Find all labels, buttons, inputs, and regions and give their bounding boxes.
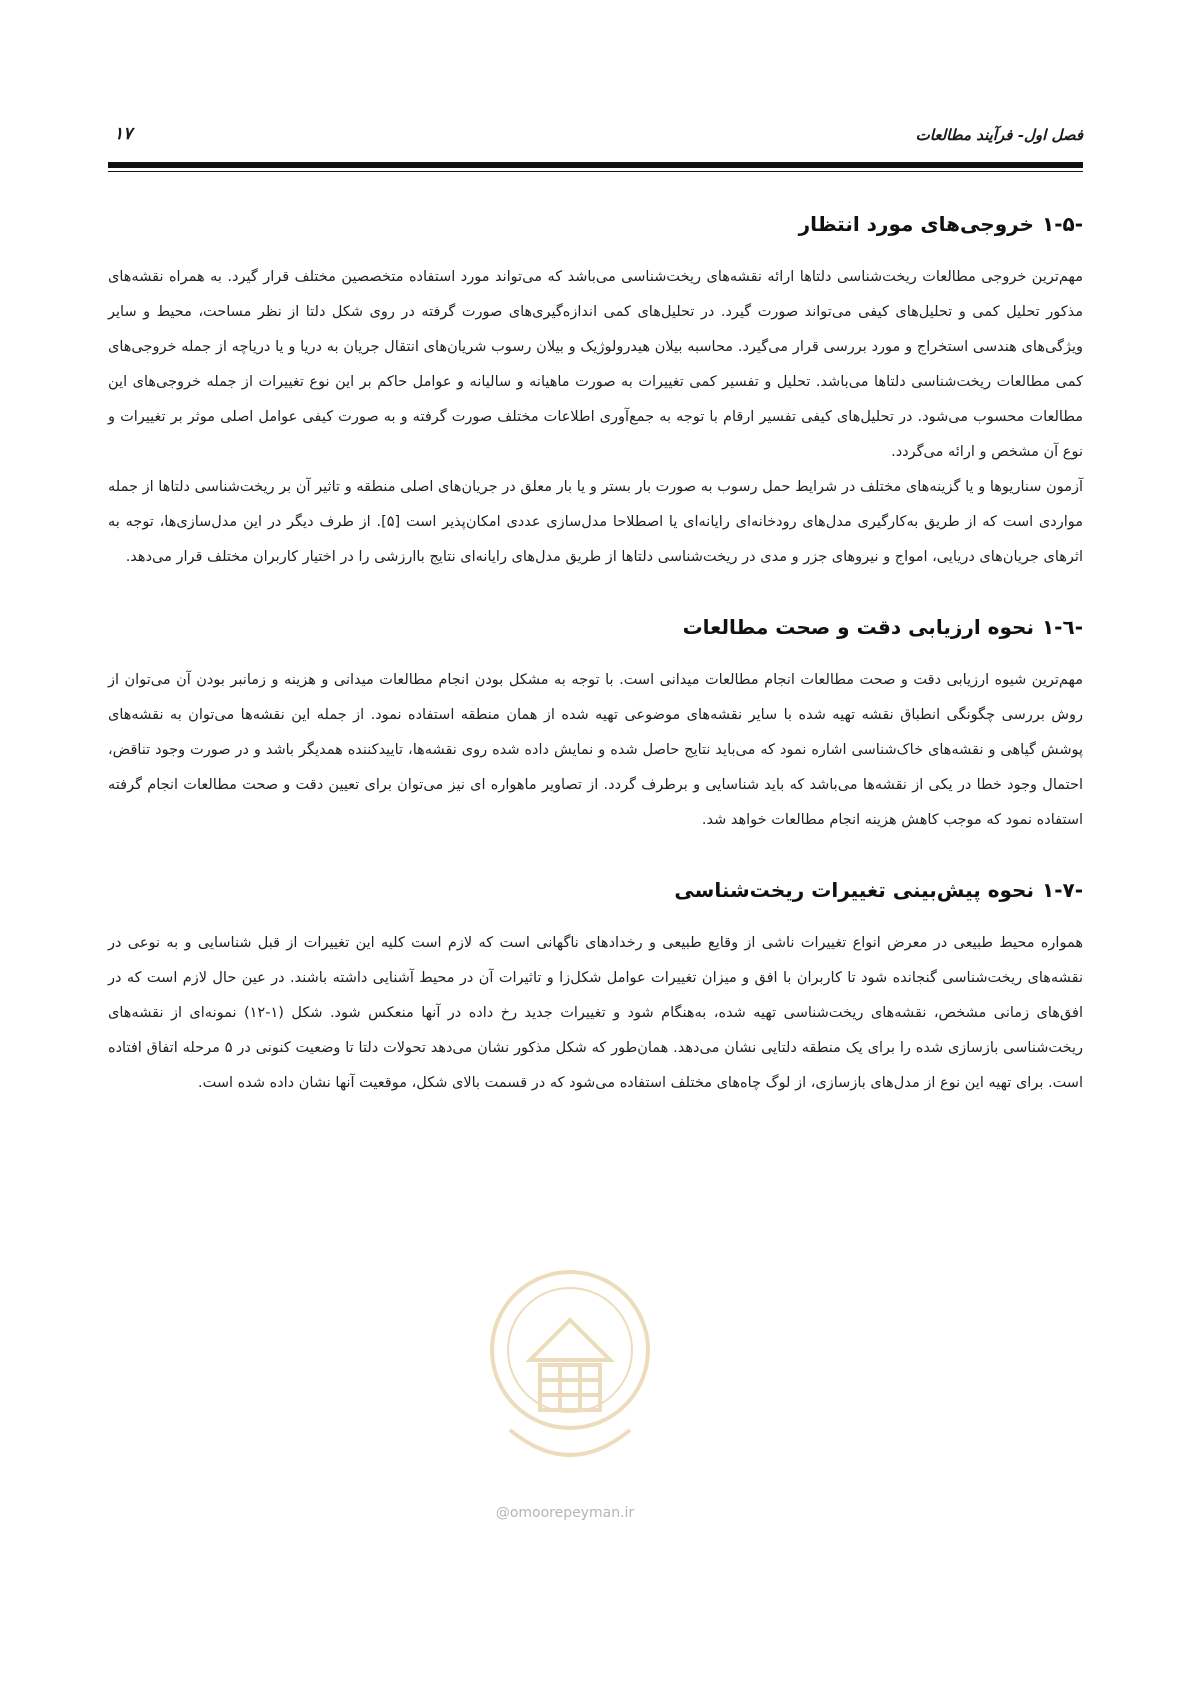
paragraph: آزمون سناریوها و یا گزینه‌های مختلف در شرایط حمل رسوب به صورت بار بستر و یا بار معلق در جریان‌های اصلی منطقه و تاثیر آن بر ریخت‌شناسی دلتاها از جمله مواردی است که از طریق به‌کارگیری مدل‌های رودخانه‌ای رایانه‌ای یا اصطلاحا مدل‌سازی عددی امکان‌پذیر است [۵]. از طرف دیگر در این مدل‌سازی‌ها، توجه به اثرهای جریان‌های دریایی، امواج و نیروهای جزر و مدی در ریخت‌شناسی دلتاها از طریق مدل‌های رایانه‌ای نتایج باارزشی را در اختیار کاربران مختلف قرار می‌دهد. (108, 479, 1083, 565)
section-number: ۱-٦- (1041, 615, 1083, 639)
section-heading (108, 866, 1083, 914)
section-number: ۱-۷- (1041, 878, 1083, 902)
section-number: ۱-۵- (1041, 212, 1083, 236)
page-header (108, 118, 1083, 152)
paragraph: مهم‌ترین شیوه ارزیابی دقت و صحت مطالعات انجام مطالعات میدانی است. با توجه به مشکل بودن انجام مطالعات میدانی و هزینه و زمانبر بودن آن می‌توان از روش بررسی چگونگی انطباق نقشه تهیه شده با سایر نقشه‌های موضوعی تهیه شده از همان منطقه استفاده نمود. از جمله این نقشه‌ها می‌توان به نقشه‌های پوشش گیاهی و نقشه‌های خاک‌شناسی اشاره نمود که می‌باید نتایج حاصل شده و نمایش داده شده روی نقشه‌ها، تاییدکننده همدیگر باشد و در صورت وجود تناقض، احتمال وجود خطا در یکی از نقشه‌ها می‌باشد که باید شناسایی و برطرف گردد. از تصاویر ماهواره ای نیز می‌توان برای تعیین دقت و صحت مطالعات انجام گرفته استفاده نمود که موجب کاهش هزینه انجام مطالعات خواهد شد. (108, 672, 1083, 828)
section-title: نحوه پیش‌بینی تغییرات ریخت‌شناسی (674, 878, 1034, 902)
paragraph: مهم‌ترین خروجی مطالعات ریخت‌شناسی دلتاها ارائه نقشه‌های ریخت‌شناسی می‌باشد که می‌تواند مورد استفاده متخصصین مختلف قرار گیرد. به همراه نقشه‌های مذکور تحلیل کمی و تحلیل‌های کیفی می‌تواند صورت گیرد. در تحلیل‌های کمی اندازه‌گیری‌های صورت گرفته در روی شکل دلتا از نظر مساحت، محیط و سایر ویژگی‌های هندسی استخراج و مورد بررسی قرار می‌گیرد. محاسبه بیلان هیدرولوژیک و بیلان رسوب شریان‌های انتقال جریان به دریا و یا دریاچه از جمله خروجی‌های کمی مطالعات ریخت‌شناسی دلتاها می‌باشد. تحلیل و تفسیر کمی تغییرات به صورت ماهیانه و سالیانه و عوامل حاکم بر این نوع تغییرات از جمله خروجی‌های این مطالعات محسوب می‌شود. در تحلیل‌های کیفی تفسیر ارقام با توجه به جمع‌آوری اطلاعات مختلف صورت گرفته و به صورت کیفی عوامل اصلی موثر بر تغییرات و نوع آن مشخص و ارائه می‌گردد. (108, 269, 1083, 460)
section-title: نحوه ارزیابی دقت و صحت مطالعات (682, 615, 1034, 639)
header-rule-thick (108, 162, 1083, 168)
chapter-title: فصل اول- فرآیند مطالعات (915, 126, 1083, 144)
section-heading (108, 200, 1083, 248)
header-rule-thin (108, 171, 1083, 172)
watermark-text: @omoorepeyman.ir (495, 1505, 635, 1521)
page-body (108, 200, 1083, 1101)
section-heading (108, 603, 1083, 651)
section-accuracy-assessment (108, 603, 1083, 838)
section-title: خروجی‌های مورد انتظار (798, 212, 1034, 236)
paragraph: همواره محیط طبیعی در معرض انواع تغییرات ناشی از وقایع طبیعی و رخدادهای ناگهانی است که لازم است کلیه این تغییرات از قبل شناسایی و به نوعی در نقشه‌های ریخت‌شناسی گنجانده شود تا کاربران با افق و میزان تغییرات عوامل شکل‌زا و تاثیرات آن در محیط آشنایی داشته باشند. در عین حال لازم است که در افق‌های زمانی مشخص، نقشه‌های ریخت‌شناسی تهیه شده، به‌هنگام شود و تغییرات جدید رخ داده در آنها منعکس شود. شکل (۱-۱۲) نمونه‌ای از نقشه‌های ریخت‌شناسی بازسازی شده را برای یک منطقه دلتایی نشان می‌دهد. همان‌طور که شکل مذکور نشان می‌دهد تحولات دلتا تا وضعیت کنونی در ۵ مرحله اتفاق افتاده است. برای تهیه این نوع از مدل‌های بازسازی، از لوگ چاه‌های مختلف استفاده می‌شود که در قسمت بالای شکل، موقعیت آنها نشان داده شده است. (108, 935, 1084, 1091)
section-change-prediction (108, 866, 1083, 1101)
watermark-seal-icon (470, 1250, 670, 1490)
section-expected-outputs (108, 200, 1083, 575)
page-number: ۱۷ (114, 124, 133, 144)
